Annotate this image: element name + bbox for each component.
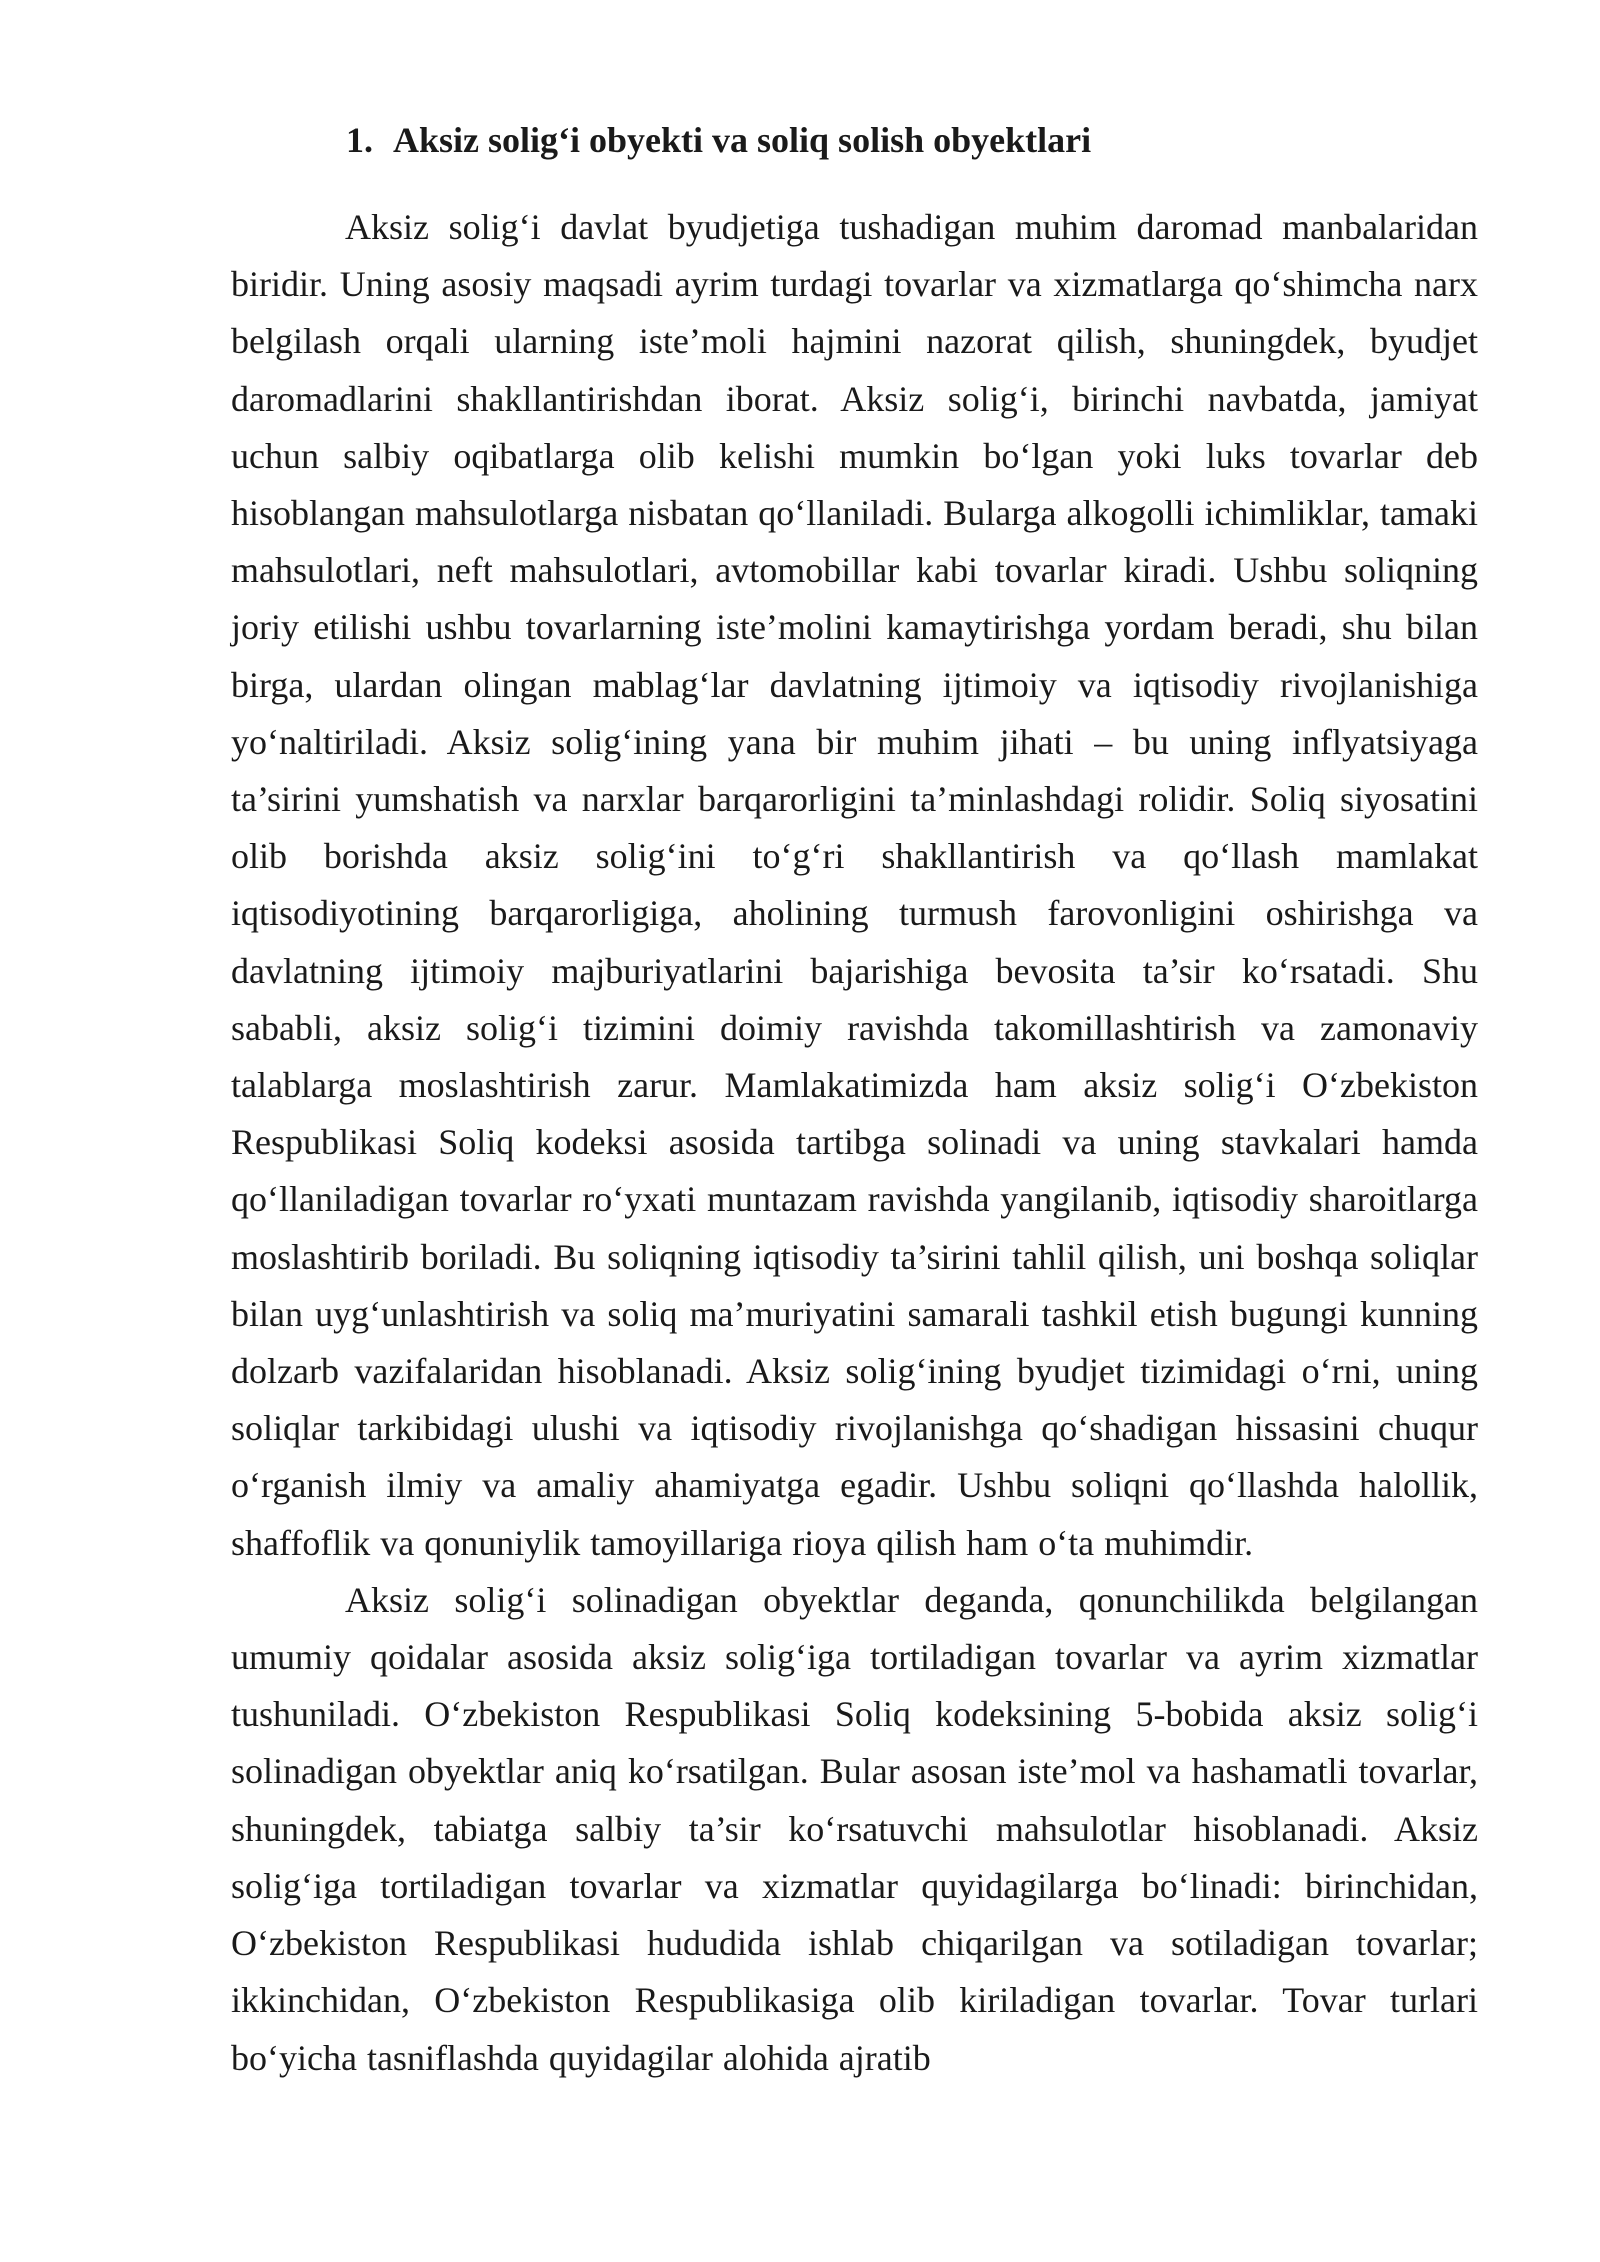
paragraph-1: Aksiz solig‘i davlat byudjetiga tushadigan muhim daromad manbalaridan biridir. Uning asosiy maqsadi ayrim turdagi tovarlar va xizmatlarga qo‘shimcha narx belgilash orqali ularning iste’moli hajmini nazorat qilish, shuningdek, byudjet daromadlarini shakllantirishdan iborat. Aksiz solig‘i, birinchi navbatda, jamiyat uchun salbiy oqibatlarga olib kelishi mumkin bo‘lgan yoki luks tovarlar deb hisoblangan mahsulotlarga nisbatan qo‘llaniladi. Bularga alkogolli ichimliklar, tamaki mahsulotlari, neft mahsulotlari, avtomobillar kabi tovarlar kiradi. Ushbu soliqning joriy etilishi ushbu tovarlarning iste’molini kamaytirishga yordam beradi, shu bilan birga, ulardan olingan mablag‘lar davlatning ijtimoiy va iqtisodiy rivojlanishiga yo‘naltiriladi. Aksiz solig‘ining yana bir muhim jihati – bu uning inflyatsiyaga ta’sirini yumshatish va narxlar barqarorligini ta’minlashdagi rolidir. Soliq siyosatini olib borishda aksiz solig‘ini to‘g‘ri shakllantirish va qo‘llash mamlakat iqtisodiyotining barqarorligiga, aholining turmush farovonligini oshirishga va davlatning ijtimoiy majburiyatlarini bajarishiga bevosita ta’sir ko‘rsatadi. Shu sababli, aksiz solig‘i tizimini doimiy ravishda takomillashtirish va zamonaviy talablarga moslashtirish zarur. Mamlakatimizda ham aksiz solig‘i O‘zbekiston Respublikasi Soliq kodeksi asosida tartibga solinadi va uning stavkalari hamda qo‘llaniladigan tovarlar ro‘yxati muntazam ravishda yangilanib, iqtisodiy sharoitlarga moslashtirib boriladi. Bu soliqning iqtisodiy ta’sirini tahlil qilish, uni boshqa soliqlar bilan uyg‘unlashtirish va soliq ma’muriyatini samarali tashkil etish bugungi kunning dolzarb vazifalaridan hisoblanadi. Aksiz solig‘ining byudjet tizimidagi o‘rni, uning soliqlar tarkibidagi ulushi va iqtisodiy rivojlanishga qo‘shadigan hissasini chuqur o‘rganish ilmiy va amaliy ahamiyatga egadir. Ushbu soliqni qo‘llashda halollik, shaffoflik va qonuniylik tamoyillariga rioya qilish ham o‘ta muhimdir.: [231, 207, 1478, 1563]
section-title: Aksiz solig‘i obyekti va soliq solish obyektlari: [393, 120, 1092, 160]
section-heading: [231, 112, 1478, 169]
section-number: 1.: [346, 120, 373, 160]
paragraph-2: Aksiz solig‘i solinadigan obyektlar deganda, qonunchilikda belgilangan umumiy qoidalar asosida aksiz solig‘iga tortiladigan tovarlar va ayrim xizmatlar tushuniladi. O‘zbekiston Respublikasi Soliq kodeksining 5-bobida aksiz solig‘i solinadigan obyektlar aniq ko‘rsatilgan. Bular asosan iste’mol va hashamatli tovarlar, shuningdek, tabiatga salbiy ta’sir ko‘rsatuvchi mahsulotlar hisoblanadi. Aksiz solig‘iga tortiladigan tovarlar va xizmatlar quyidagilarga bo‘linadi: birinchidan, O‘zbekiston Respublikasi hududida ishlab chiqarilgan va sotiladigan tovarlar; ikkinchidan, O‘zbekiston Respublikasiga olib kiriladigan tovarlar. Tovar turlari bo‘yicha tasniflashda quyidagilar alohida ajratib: [231, 1579, 1478, 2078]
document-page: [231, 112, 1478, 2087]
